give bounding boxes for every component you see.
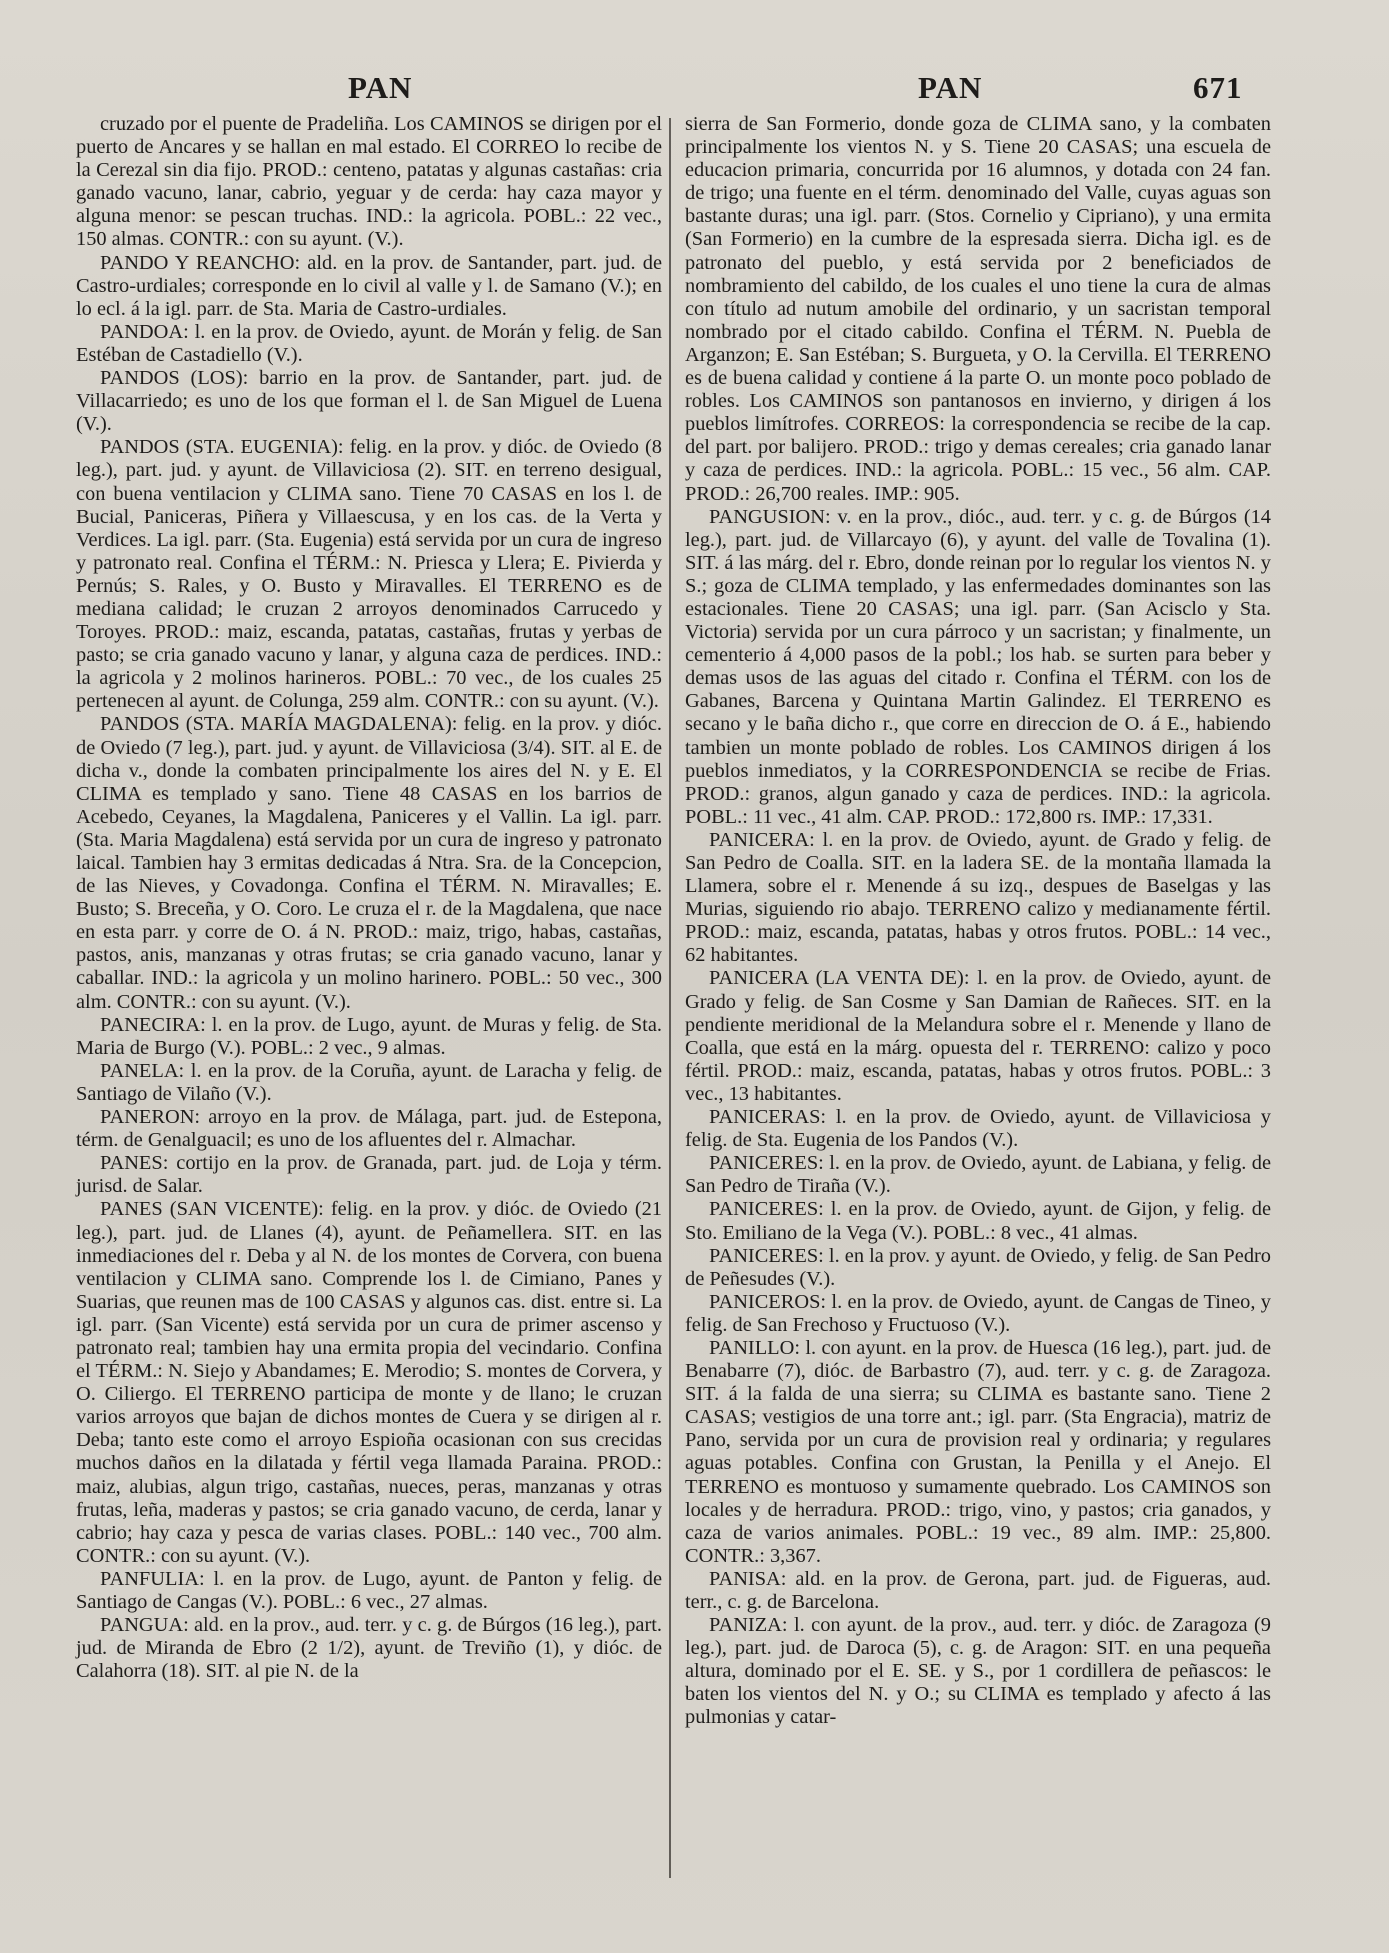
page-number: 671 (1193, 70, 1243, 105)
dictionary-entry: PANFULIA: l. en la prov. de Lugo, ayunt. de Panton y felig. de Santiago de Cangas (V.). POBL.: 6 vec., 27 almas. (76, 1567, 662, 1613)
dictionary-entry: PANICERES: l. en la prov. de Oviedo, ayunt. de Labiana, y felig. de San Pedro de Tiraña (V.). (685, 1152, 1271, 1198)
dictionary-entry: PANIZA: l. con ayunt. de la prov., aud. terr. y dióc. de Zaragoza (9 leg.), part. jud. de Daroca (5), c. g. de Aragon: SIT. en una pequeña altura, dominado por el E. SE. y S., por 1 cordillera de peñascos: le baten los vientos del N. y O.; su CLIMA es templado y afecto á las pulmonias y catar- (685, 1614, 1271, 1729)
dictionary-entry: cruzado por el puente de Pradeliña. Los CAMINOS se dirigen por el puerto de Ancares y se hallan en mal estado. El CORREO lo recibe de la Cerezal sin dia fijo. PROD.: centeno, patatas y algunas castañas: cria ganado vacuno, lanar, cabrio, yeguar y de cerda: hay caza mayor y alguna menor: se pescan truchas. IND.: la agricola. POBL.: 22 vec., 150 almas. CONTR.: con su ayunt. (V.). (76, 113, 662, 251)
dictionary-entry: PANICERES: l. en la prov. y ayunt. de Oviedo, y felig. de San Pedro de Peñesudes (V.). (685, 1244, 1271, 1290)
dictionary-entry: PANDO Y REANCHO: ald. en la prov. de Santander, part. jud. de Castro-urdiales; corresponde en lo civil al valle y l. de Samano (V.); en lo ecl. á la igl. parr. de Sta. Maria de Castro-urdiales. (76, 251, 662, 320)
dictionary-entry: PANECIRA: l. en la prov. de Lugo, ayunt. de Muras y felig. de Sta. Maria de Burgo (V.). POBL.: 2 vec., 9 almas. (76, 1013, 662, 1059)
dictionary-entry: PANICERAS: l. en la prov. de Oviedo, ayunt. de Villaviciosa y felig. de Sta. Eugenia de los Pandos (V.). (685, 1106, 1271, 1152)
dictionary-entry: PANILLO: l. con ayunt. en la prov. de Huesca (16 leg.), part. jud. de Benabarre (7), dióc. de Barbastro (7), aud. terr. y c. g. de Zaragoza. SIT. á la falda de una sierra; su CLIMA es bastante sano. Tiene 2 CASAS; vestigios de una torre ant.; igl. parr. (Sta Engracia), matriz de Pano, servida por un cura de provision real y ordinaria; y regulares aguas potables. Confina con Grustan, la Penilla y el Anejo. El TERRENO es montuoso y sumamente quebrado. Los CAMINOS son locales y de herradura. PROD.: trigo, vino, y pastos; cria ganados, y caza de varios animales. POBL.: 19 vec., 89 alm. IMP.: 25,800. CONTR.: 3,367. (685, 1336, 1271, 1567)
left-running-head: PAN (348, 70, 413, 105)
dictionary-entry: PANICERA (LA VENTA DE): l. en la prov. de Oviedo, ayunt. de Grado y felig. de San Cosme y San Damian de Rañeces. SIT. en la pendiente meridional de la Melandura sobre el r. Menende y llano de Coalla, que está en la márg. opuesta del r. TERRENO: calizo y poco fértil. PROD.: maiz, escanda, patatas, habas y otros frutos. POBL.: 3 vec., 13 habitantes. (685, 967, 1271, 1105)
dictionary-entry: PANISA: ald. en la prov. de Gerona, part. jud. de Figueras, aud. terr., c. g. de Barcelona. (685, 1567, 1271, 1613)
dictionary-entry: PANELA: l. en la prov. de la Coruña, ayunt. de Laracha y felig. de Santiago de Vilaño (V.). (76, 1059, 662, 1105)
column-divider (669, 118, 671, 1878)
right-column (685, 113, 1271, 1730)
dictionary-entry: PANDOA: l. en la prov. de Oviedo, ayunt. de Morán y felig. de San Estéban de Castadiello (V.). (76, 320, 662, 366)
dictionary-entry: PANDOS (LOS): barrio en la prov. de Santander, part. jud. de Villacarriedo; es uno de los que forman el l. de San Miguel de Luena (V.). (76, 367, 662, 436)
dictionary-entry: PANERON: arroyo en la prov. de Málaga, part. jud. de Estepona, térm. de Genalguacil; es uno de los afluentes del r. Almachar. (76, 1106, 662, 1152)
left-column (76, 113, 662, 1683)
dictionary-entry: PANGUA: ald. en la prov., aud. terr. y c. g. de Búrgos (16 leg.), part. jud. de Miranda de Ebro (2 1/2), ayunt. de Treviño (1), y dióc. de Calahorra (18). SIT. al pie N. de la (76, 1614, 662, 1683)
dictionary-entry: PANICEROS: l. en la prov. de Oviedo, ayunt. de Cangas de Tineo, y felig. de San Frechoso y Fructuoso (V.). (685, 1290, 1271, 1336)
dictionary-entry: PANDOS (STA. EUGENIA): felig. en la prov. y dióc. de Oviedo (8 leg.), part. jud. y ayunt. de Villaviciosa (2). SIT. en terreno desigual, con buena ventilacion y CLIMA sano. Tiene 70 CASAS en los l. de Bucial, Paniceras, Piñera y Villaescusa, y en los cas. de la Verta y Verdices. La igl. parr. (Sta. Eugenia) está servida por un cura de ingreso y patronato real. Confina el TÉRM.: N. Priesca y Llera; E. Pivierda y Pernús; S. Rales, y O. Busto y Miravalles. El TERRENO es de mediana calidad; le cruzan 2 arroyos denominados Carrucedo y Toroyes. PROD.: maiz, escanda, patatas, castañas, frutas y yerbas de pasto; se cria ganado vacuno y lanar, y alguna caza de perdices. IND.: la agricola y 2 molinos harineros. POBL.: 70 vec., de los cuales 25 pertenecen al ayunt. de Colunga, 259 alm. CONTR.: con su ayunt. (V.). (76, 436, 662, 713)
dictionary-entry: PANICERES: l. en la prov. de Oviedo, ayunt. de Gijon, y felig. de Sto. Emiliano de la Vega (V.). POBL.: 8 vec., 41 almas. (685, 1198, 1271, 1244)
dictionary-entry: PANES (SAN VICENTE): felig. en la prov. y dióc. de Oviedo (21 leg.), part. jud. de Llanes (4), ayunt. de Peñamellera. SIT. en las inmediaciones del r. Deba y al N. de los montes de Corvera, con buena ventilacion y CLIMA sano. Comprende los l. de Cimiano, Panes y Suarias, que reunen mas de 100 CASAS y algunos cas. dist. entre si. La igl. parr. (San Vicente) está servida por un cura de primer ascenso y patronato real; tambien hay una ermita propia del vecindario. Confina el TÉRM.: N. Siejo y Abandames; E. Merodio; S. montes de Corvera, y O. Ciliergo. El TERRENO participa de monte y de llano; le cruzan varios arroyos que bajan de dichos montes de Cuera y se dirigen al r. Deba; tanto este como el arroyo Espioña ocasionan con sus crecidas muchos daños en la dilatada y fértil vega llamada Paraina. PROD.: maiz, alubias, algun trigo, castañas, nueces, peras, manzanas y otras frutas, leña, maderas y pastos; se cria ganado vacuno, de cerda, lanar y cabrio; hay caza y pesca de varias clases. POBL.: 140 vec., 700 alm. CONTR.: con su ayunt. (V.). (76, 1198, 662, 1567)
dictionary-entry: PANICERA: l. en la prov. de Oviedo, ayunt. de Grado y felig. de San Pedro de Coalla. SIT. en la ladera SE. de la montaña llamada la Llamera, sobre el r. Menende á su izq., despues de Baselgas y las Murias, siguiendo rio abajo. TERRENO calizo y medianamente fértil. PROD.: maiz, escanda, patatas, habas y otros frutos. POBL.: 14 vec., 62 habitantes. (685, 828, 1271, 967)
right-running-head: PAN (918, 70, 983, 105)
dictionary-entry: PANGUSION: v. en la prov., dióc., aud. terr. y c. g. de Búrgos (14 leg.), part. jud. de Villarcayo (6), y ayunt. del valle de Tovalina (1). SIT. á las márg. del r. Ebro, donde reinan por lo regular los vientos N. y S.; goza de CLIMA templado, y las enfermedades dominantes son las estacionales. Tiene 20 CASAS; una igl. parr. (San Acisclo y Sta. Victoria) servida por un cura párroco y un sacristan; y finalmente, un cementerio á 4,000 pasos de la pobl.; los hab. se surten para beber y demas usos de las aguas del citado r. Confina el TÉRM. con los de Gabanes, Barcena y Quintana Martin Galindez. El TERRENO es secano y le baña dicho r., que corre en direccion de O. á E., habiendo tambien un monte poblado de robles. Los CAMINOS dirigen á los pueblos inmediatos, y la CORRESPONDENCIA se recibe de Frias. PROD.: granos, algun ganado y caza de perdices. IND.: la agricola. POBL.: 11 vec., 41 alm. CAP. PROD.: 172,800 rs. IMP.: 17,331. (685, 505, 1271, 828)
dictionary-entry: PANDOS (STA. MARÍA MAGDALENA): felig. en la prov. y dióc. de Oviedo (7 leg.), part. jud. y ayunt. de Villaviciosa (3/4). SIT. al E. de dicha v., donde la combaten principalmente los aires del N. y E. El CLIMA es templado y sano. Tiene 48 CASAS en los barrios de Acebedo, Ceyanes, la Magdalena, Paniceres y el Vallin. La igl. parr. (Sta. Maria Magdalena) está servida por un cura de ingreso y patronato laical. Tambien hay 3 ermitas dedicadas á Ntra. Sra. de la Concepcion, de las Nieves, y Covadonga. Confina el TÉRM. N. Miravalles; E. Busto; S. Breceña, y O. Coro. Le cruza el r. de la Magdalena, que nace en esta parr. y corre de O. á N. PROD.: maiz, trigo, habas, castañas, pastos, anis, manzanas y otras frutas; se cria ganado vacuno, lanar y caballar. IND.: la agricola y un molino harinero. POBL.: 50 vec., 300 alm. CONTR.: con su ayunt. (V.). (76, 713, 662, 1013)
dictionary-entry: sierra de San Formerio, donde goza de CLIMA sano, y la combaten principalmente los vientos N. y S. Tiene 20 CASAS; una escuela de educacion primaria, concurrida por 16 alumnos, y dotada con 24 fan. de trigo; una fuente en el térm. denominado del Valle, cuyas aguas son bastante duras; una igl. parr. (Stos. Cornelio y Cipriano), y una ermita (San Formerio) en la cumbre de la espresada sierra. Dicha igl. es de patronato del pueblo, y está servida por 2 beneficiados de nombramiento del cabildo, de los cuales el uno tiene la cura de almas con título ad nutum amobile del ordinario, y un sacristan temporal nombrado por el citado cabildo. Confina el TÉRM. N. Puebla de Arganzon; E. San Estéban; S. Burgueta, y O. la Cervilla. El TERRENO es de buena calidad y contiene á la parte O. un monte poco poblado de robles. Los CAMINOS son pantanosos en invierno, y dirigen á los pueblos limítrofes. CORREOS: la correspondencia se recibe de la cap. del part. por balijero. PROD.: trigo y demas cereales; cria ganado lanar y caza de perdices. IND.: la agricola. POBL.: 15 vec., 56 alm. CAP. PROD.: 26,700 reales. IMP.: 905. (685, 113, 1271, 505)
dictionary-entry: PANES: cortijo en la prov. de Granada, part. jud. de Loja y térm. jurisd. de Salar. (76, 1152, 662, 1198)
